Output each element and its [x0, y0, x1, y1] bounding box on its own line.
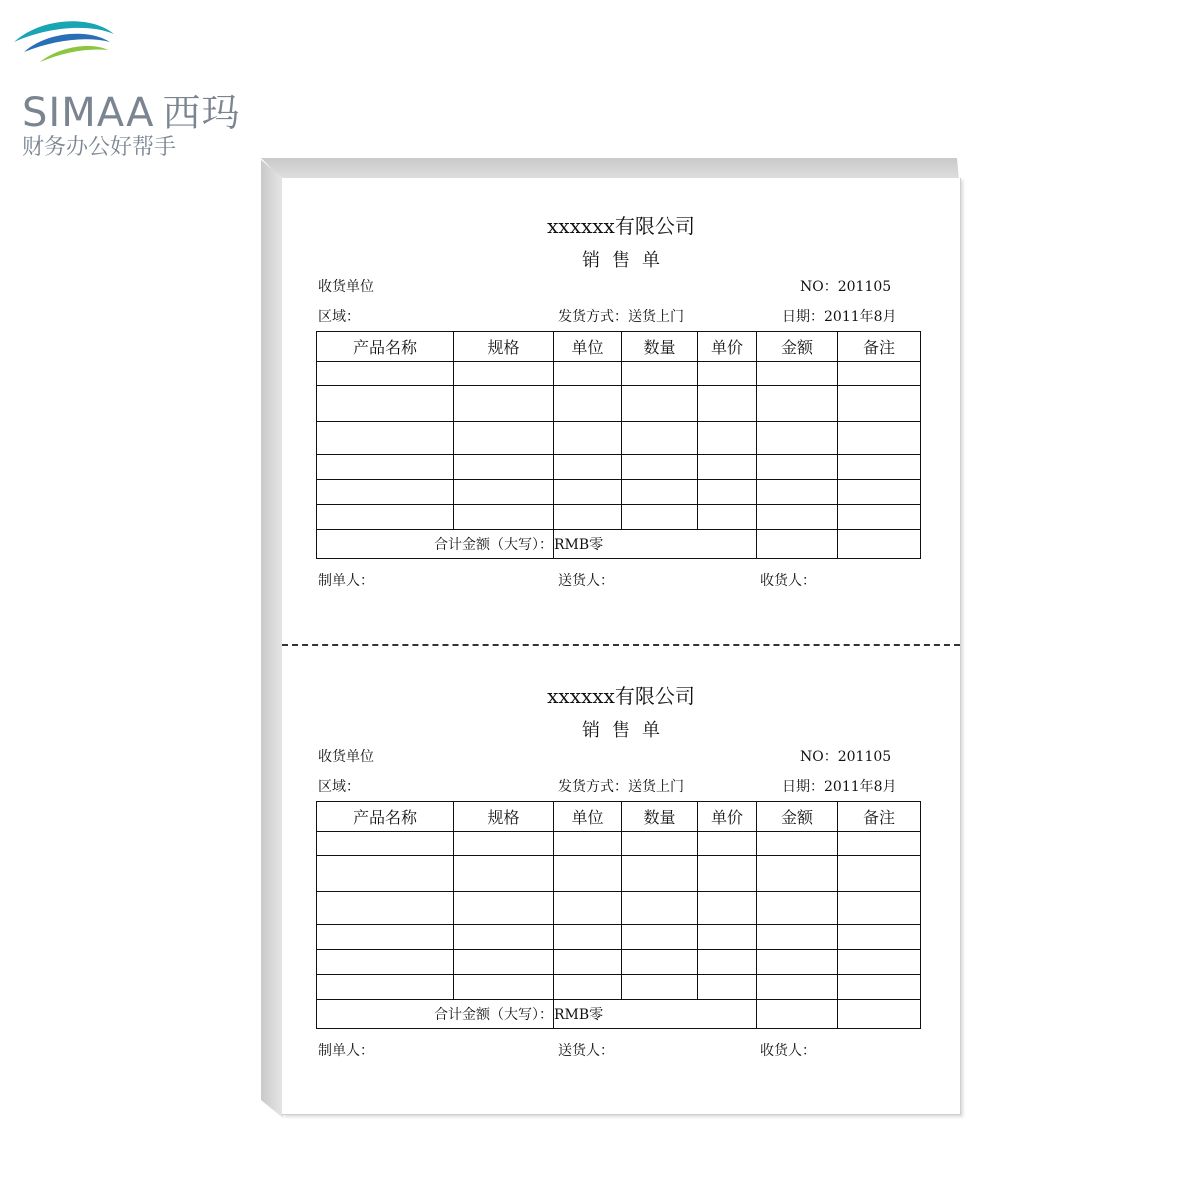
total-amount-label: 合计金额（大写）：	[317, 1000, 554, 1029]
table-cell	[317, 950, 454, 975]
table-cell	[838, 856, 921, 892]
table-cell	[622, 856, 698, 892]
table-cell	[317, 505, 454, 530]
logo-brand-chinese: 西玛	[162, 91, 241, 135]
column-header: 数量	[622, 332, 698, 362]
table-row	[317, 422, 921, 455]
table-cell	[698, 362, 757, 386]
logo-swoosh-icon	[10, 12, 120, 82]
column-header: 数量	[622, 802, 698, 832]
table-cell	[757, 480, 838, 505]
sales-form-lower	[282, 648, 960, 1088]
table-cell	[554, 832, 622, 856]
form-date: 日期：2011年8月	[782, 779, 897, 795]
table-cell	[454, 455, 554, 480]
company-name: xxxxxx有限公司	[547, 214, 695, 238]
table-cell	[698, 892, 757, 925]
table-cell	[622, 925, 698, 950]
table-row	[317, 362, 921, 386]
sales-items-table	[316, 331, 921, 559]
paper-stack-top-edge	[261, 158, 959, 180]
column-header: 单位	[554, 332, 622, 362]
table-row	[317, 480, 921, 505]
table-cell	[622, 362, 698, 386]
column-header: 备注	[838, 332, 921, 362]
table-row	[317, 892, 921, 925]
company-name: xxxxxx有限公司	[547, 684, 695, 708]
recipient-label: 收货人：	[760, 1043, 816, 1059]
table-cell	[838, 362, 921, 386]
table-cell	[698, 950, 757, 975]
deliverer-label: 送货人：	[558, 1043, 614, 1059]
preparer-label: 制单人：	[318, 1043, 374, 1059]
table-cell	[838, 530, 921, 559]
table-cell	[454, 362, 554, 386]
sales-items-table	[316, 801, 921, 1029]
table-cell	[838, 975, 921, 1000]
table-cell	[838, 950, 921, 975]
region-label: 区域：	[318, 779, 360, 795]
table-cell	[554, 892, 622, 925]
table-cell	[757, 832, 838, 856]
table-cell	[622, 505, 698, 530]
table-cell	[554, 505, 622, 530]
table-cell	[317, 455, 454, 480]
table-cell	[838, 1000, 921, 1029]
table-cell	[757, 422, 838, 455]
table-row	[317, 455, 921, 480]
paper-stack-left-edge	[261, 160, 283, 1118]
form-date: 日期：2011年8月	[782, 309, 897, 325]
total-amount-label: 合计金额（大写）：	[317, 530, 554, 559]
table-cell	[454, 975, 554, 1000]
table-cell	[757, 892, 838, 925]
table-cell	[698, 925, 757, 950]
shipping-method: 发货方式：送货上门	[558, 779, 684, 795]
table-cell	[454, 386, 554, 422]
total-amount-value: RMB零	[554, 530, 757, 559]
column-header: 产品名称	[317, 802, 454, 832]
table-cell	[454, 505, 554, 530]
column-header: 备注	[838, 802, 921, 832]
table-cell	[317, 362, 454, 386]
table-header-row	[317, 802, 921, 832]
table-cell	[698, 832, 757, 856]
receiver-label: 收货单位	[318, 279, 374, 295]
table-cell	[554, 950, 622, 975]
column-header: 金额	[757, 332, 838, 362]
table-row	[317, 925, 921, 950]
total-row	[317, 1000, 921, 1029]
simaa-logo	[10, 12, 310, 160]
receiver-label: 收货单位	[318, 749, 374, 765]
table-cell	[838, 386, 921, 422]
table-cell	[838, 892, 921, 925]
column-header: 单位	[554, 802, 622, 832]
column-header: 规格	[454, 332, 554, 362]
table-cell	[554, 975, 622, 1000]
table-cell	[838, 832, 921, 856]
table-cell	[454, 925, 554, 950]
logo-brand-latin: SIMAA	[22, 90, 155, 136]
table-row	[317, 386, 921, 422]
table-cell	[757, 975, 838, 1000]
total-amount-value: RMB零	[554, 1000, 757, 1029]
column-header: 规格	[454, 802, 554, 832]
table-cell	[698, 422, 757, 455]
form-number: NO：201105	[800, 749, 892, 765]
table-cell	[622, 422, 698, 455]
preparer-label: 制单人：	[318, 573, 374, 589]
table-cell	[757, 386, 838, 422]
table-cell	[757, 1000, 838, 1029]
table-cell	[317, 856, 454, 892]
table-cell	[757, 505, 838, 530]
table-cell	[698, 505, 757, 530]
table-cell	[454, 892, 554, 925]
table-row	[317, 856, 921, 892]
table-cell	[757, 530, 838, 559]
table-cell	[317, 925, 454, 950]
table-cell	[554, 455, 622, 480]
table-cell	[622, 455, 698, 480]
table-cell	[838, 505, 921, 530]
perforation-line	[282, 644, 960, 646]
table-cell	[698, 455, 757, 480]
table-cell	[698, 480, 757, 505]
table-cell	[838, 422, 921, 455]
logo-tagline: 财务办公好帮手	[22, 135, 177, 160]
sales-form-sheet	[282, 178, 961, 1115]
table-cell	[698, 975, 757, 1000]
table-cell	[757, 362, 838, 386]
table-cell	[454, 422, 554, 455]
table-cell	[838, 455, 921, 480]
table-cell	[454, 856, 554, 892]
table-cell	[757, 455, 838, 480]
table-cell	[622, 975, 698, 1000]
total-row	[317, 530, 921, 559]
table-cell	[317, 480, 454, 505]
table-cell	[757, 950, 838, 975]
table-header-row	[317, 332, 921, 362]
table-cell	[838, 480, 921, 505]
table-cell	[622, 832, 698, 856]
column-header: 产品名称	[317, 332, 454, 362]
logo-brand	[22, 82, 241, 137]
table-row	[317, 975, 921, 1000]
document-title: 销售单	[582, 250, 672, 271]
sales-form-upper	[282, 178, 960, 618]
form-number: NO：201105	[800, 279, 892, 295]
table-cell	[317, 892, 454, 925]
table-cell	[838, 925, 921, 950]
table-cell	[622, 950, 698, 975]
recipient-label: 收货人：	[760, 573, 816, 589]
table-row	[317, 950, 921, 975]
table-cell	[698, 856, 757, 892]
table-cell	[317, 386, 454, 422]
table-cell	[554, 422, 622, 455]
table-cell	[454, 480, 554, 505]
table-cell	[554, 480, 622, 505]
column-header: 金额	[757, 802, 838, 832]
table-cell	[554, 362, 622, 386]
table-cell	[454, 832, 554, 856]
column-header: 单价	[698, 332, 757, 362]
table-cell	[317, 422, 454, 455]
shipping-method: 发货方式：送货上门	[558, 309, 684, 325]
document-title: 销售单	[582, 720, 672, 741]
table-row	[317, 505, 921, 530]
table-cell	[622, 386, 698, 422]
table-cell	[554, 925, 622, 950]
column-header: 单价	[698, 802, 757, 832]
region-label: 区域：	[318, 309, 360, 325]
table-cell	[698, 386, 757, 422]
table-cell	[622, 892, 698, 925]
table-cell	[757, 856, 838, 892]
table-cell	[454, 950, 554, 975]
table-cell	[317, 975, 454, 1000]
table-cell	[757, 925, 838, 950]
table-cell	[554, 386, 622, 422]
table-cell	[622, 480, 698, 505]
table-cell	[317, 832, 454, 856]
table-cell	[554, 856, 622, 892]
deliverer-label: 送货人：	[558, 573, 614, 589]
table-row	[317, 832, 921, 856]
